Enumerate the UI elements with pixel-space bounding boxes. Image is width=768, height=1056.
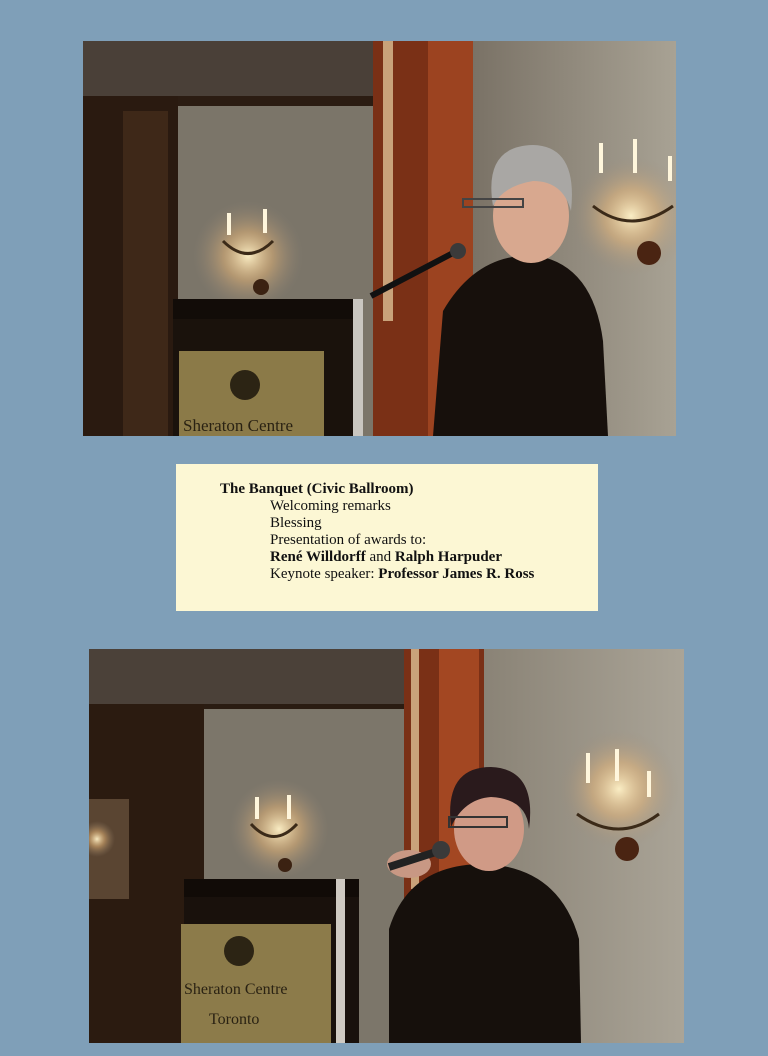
podium-sign-text-line1: Sheraton Centre <box>184 981 288 998</box>
photo-scene-1 <box>83 41 676 436</box>
award-name-1: René Willdorff <box>270 549 366 565</box>
caption-line-awards: Presentation of awards to: <box>270 532 427 548</box>
photo-speaker-1 <box>83 41 676 436</box>
podium-sign-text-line2: Toronto <box>209 1011 260 1028</box>
caption-line-blessing: Blessing <box>270 515 322 531</box>
award-name-2: Ralph Harpuder <box>394 549 502 565</box>
photo-speaker-2 <box>89 649 684 1043</box>
award-and: and <box>365 549 395 565</box>
caption-title: The Banquet (Civic Ballroom) <box>220 481 414 497</box>
keynote-label: Keynote speaker: <box>270 566 379 582</box>
caption-card <box>176 464 598 611</box>
podium-sign-text: Sheraton Centre <box>183 416 293 435</box>
photo-scene-2 <box>89 649 684 1043</box>
caption-line-welcome: Welcoming remarks <box>270 498 391 514</box>
caption-line-award-names <box>220 549 598 566</box>
keynote-name: Professor James R. Ross <box>378 566 535 582</box>
caption-line-keynote <box>220 566 598 583</box>
